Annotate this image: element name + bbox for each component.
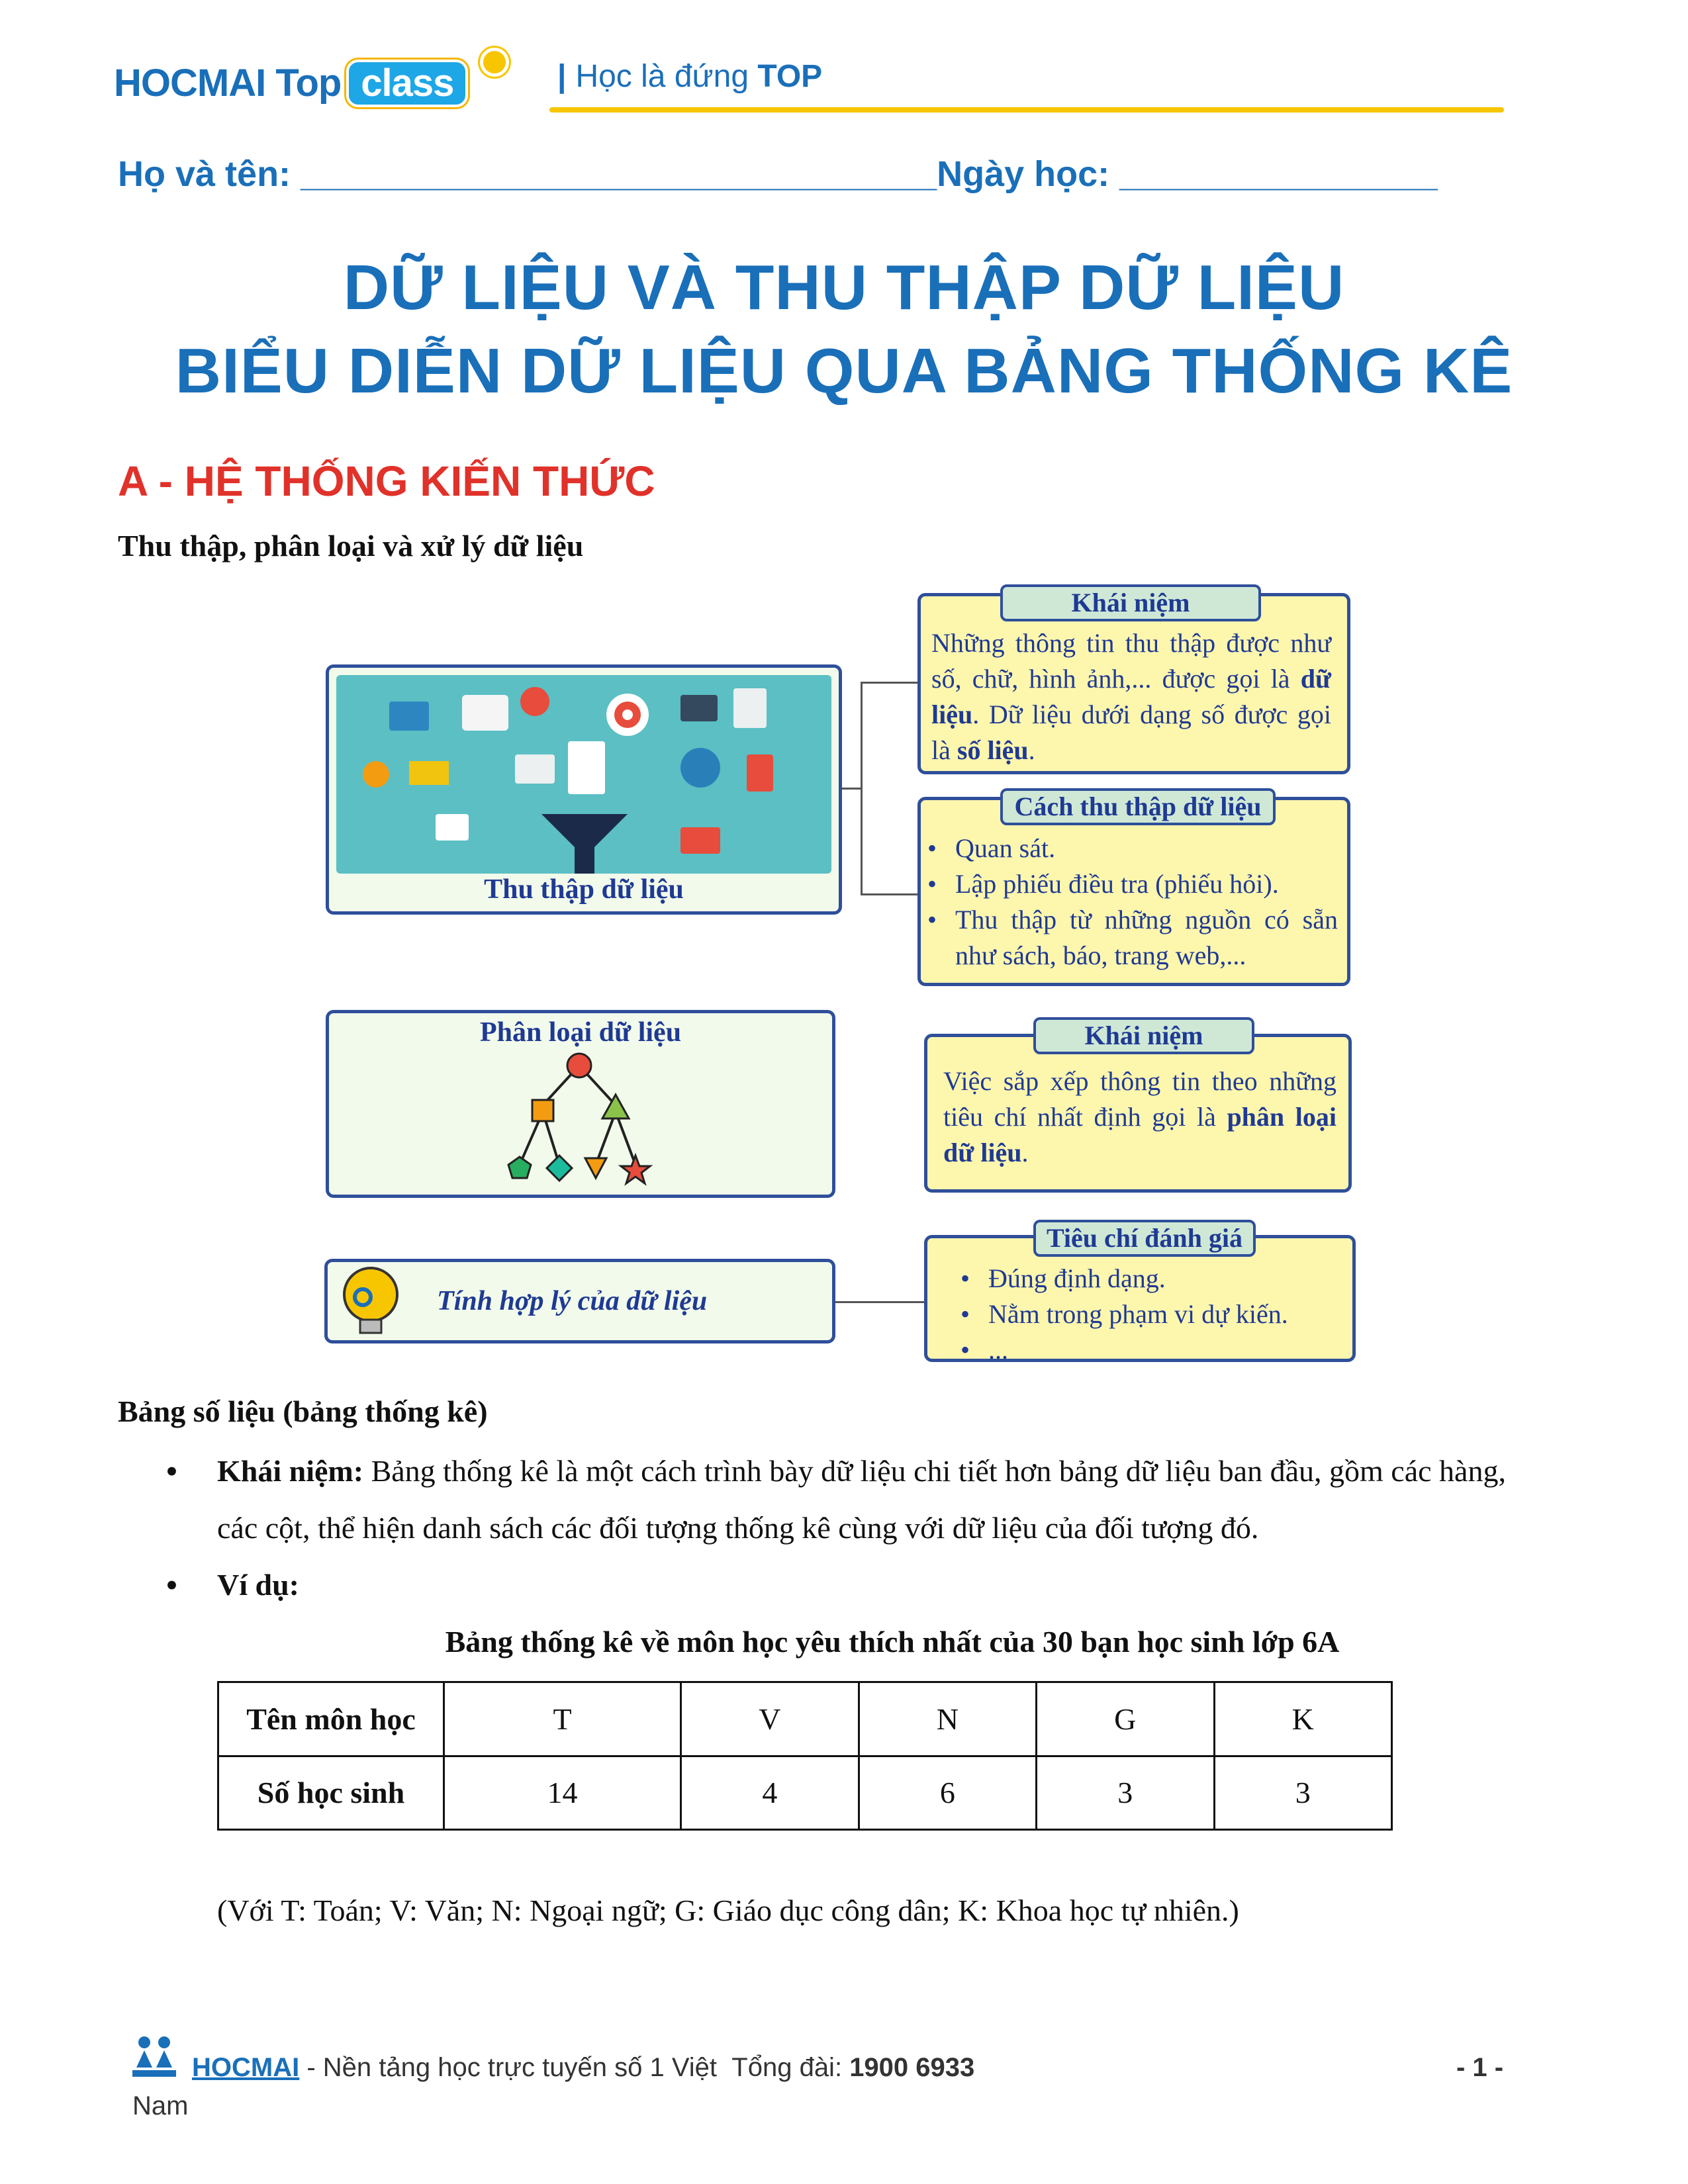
hotline-number: 1900 6933: [849, 2053, 975, 2082]
table-cell: K: [1214, 1682, 1391, 1756]
table-header-cell: Tên môn học: [218, 1682, 444, 1756]
data-collection-illustration: [336, 675, 831, 874]
criteria-tag: Tiêu chí đánh giá: [1033, 1220, 1256, 1257]
table-section-bullets: [165, 1443, 1542, 1614]
table-cell: 14: [444, 1756, 681, 1830]
lightbulb-icon: [336, 1264, 405, 1338]
section-a-heading: A - HỆ THỐNG KIẾN THỨC: [118, 457, 655, 505]
table-cell: 3: [1214, 1756, 1391, 1830]
hocmai-footer-icon: [130, 2033, 179, 2079]
criteria-list: [954, 1261, 1338, 1368]
collect-data-label: Thu thập dữ liệu: [484, 874, 684, 905]
methods-tag: Cách thu thập dữ liệu: [1000, 788, 1276, 825]
name-blank[interactable]: ________________________________: [301, 154, 937, 194]
footer-text: HOCMAI - Nền tảng học trực tuyến số 1 Việt Tổng đài: 1900 6933: [192, 2053, 975, 2082]
list-item: • Đúng định dạng.: [954, 1261, 1338, 1297]
table-row: [218, 1682, 1392, 1756]
connector-line: [861, 682, 917, 684]
name-label: Họ và tên:: [118, 154, 291, 194]
logo-badge: class: [346, 60, 468, 107]
star-icon: [480, 48, 509, 77]
concept-tag: Khái niệm: [1000, 584, 1261, 621]
list-item: • ...: [954, 1332, 1338, 1368]
methods-list: [921, 831, 1338, 974]
logo-text: HOCMAI Top: [114, 62, 342, 105]
collection-icons: [336, 675, 831, 874]
date-label: Ngày học:: [937, 154, 1110, 194]
list-item: • Thu thập từ những nguồn có sẵn như sách, báo, trang web,...: [921, 902, 1338, 974]
tree-diagram-icon: [503, 1052, 655, 1191]
table-row: [218, 1756, 1392, 1830]
table-cell: V: [681, 1682, 859, 1756]
connector-line: [842, 788, 862, 790]
table-cell: G: [1037, 1682, 1214, 1756]
date-blank[interactable]: ________________: [1119, 154, 1438, 194]
classify-concept-box: [924, 1021, 1352, 1193]
table-section-heading: Bảng số liệu (bảng thống kê): [118, 1394, 488, 1428]
list-item: • Lập phiếu điều tra (phiếu hỏi).: [921, 866, 1338, 902]
list-item: • Quan sát.: [921, 831, 1338, 866]
connector-arrow: [835, 1301, 924, 1303]
footer-brand-link[interactable]: HOCMAI: [192, 2053, 300, 2082]
student-fields: [118, 154, 1438, 195]
hocmai-topclass-logo: [114, 60, 468, 107]
concept-text: Việc sắp xếp thông tin theo những tiêu chí nhất định gọi là phân loại dữ liệu.: [943, 1066, 1337, 1167]
table-title: Bảng thống kê về môn học yêu thích nhất của 30 bạn học sinh lớp 6A: [445, 1625, 1340, 1659]
concept-bullet: • Khái niệm: Bảng thống kê là một cách trình bày dữ liệu chi tiết hơn bảng dữ liệu ban đầu, gồm các hàng, các cột, thể hiện danh sách các đối tượng thống kê cùng với dữ liệu của đối tượng đó.: [165, 1443, 1542, 1557]
page-number: - 1 -: [1456, 2053, 1504, 2082]
page-title-line1: DỮ LIỆU VÀ THU THẬP DỮ LIỆU: [343, 252, 1345, 323]
concept-box: [917, 588, 1350, 774]
concept-text: Những thông tin thu thập được như số, chữ, hình ảnh,... được gọi là dữ liệu. Dữ liệu dưới dạng số được gọi là số liệu.: [931, 628, 1331, 765]
example-bullet: • Ví dụ:: [165, 1557, 1542, 1614]
connector-line: [861, 682, 863, 893]
criteria-box: [924, 1223, 1356, 1365]
collection-methods-box: [917, 792, 1350, 986]
classify-data-label: Phân loại dữ liệu: [479, 1017, 682, 1048]
footer-wrap-text: Nam: [132, 2091, 189, 2120]
table-cell: 3: [1037, 1756, 1214, 1830]
data-validity-label: Tính hợp lý của dữ liệu: [437, 1286, 708, 1316]
table-cell: T: [444, 1682, 681, 1756]
header-divider: [549, 107, 1504, 113]
page-title-line2: BIỂU DIỄN DỮ LIỆU QUA BẢNG THỐNG KÊ: [175, 336, 1513, 406]
concept-tag: Khái niệm: [1033, 1017, 1254, 1054]
connector-line: [861, 893, 917, 895]
table-cell: 4: [681, 1756, 859, 1830]
list-item: • Nằm trong phạm vi dự kiến.: [954, 1297, 1338, 1332]
section-a-subheading: Thu thập, phân loại và xử lý dữ liệu: [118, 529, 584, 563]
slogan: | Học là đứng TOP: [557, 59, 823, 94]
table-header-cell: Số học sinh: [218, 1756, 444, 1830]
table-note: (Với T: Toán; V: Văn; N: Ngoại ngữ; G: Giáo dục công dân; K: Khoa học tự nhiên.): [217, 1893, 1239, 1927]
table-cell: 6: [859, 1756, 1036, 1830]
statistics-table: [217, 1681, 1393, 1831]
table-cell: N: [859, 1682, 1036, 1756]
